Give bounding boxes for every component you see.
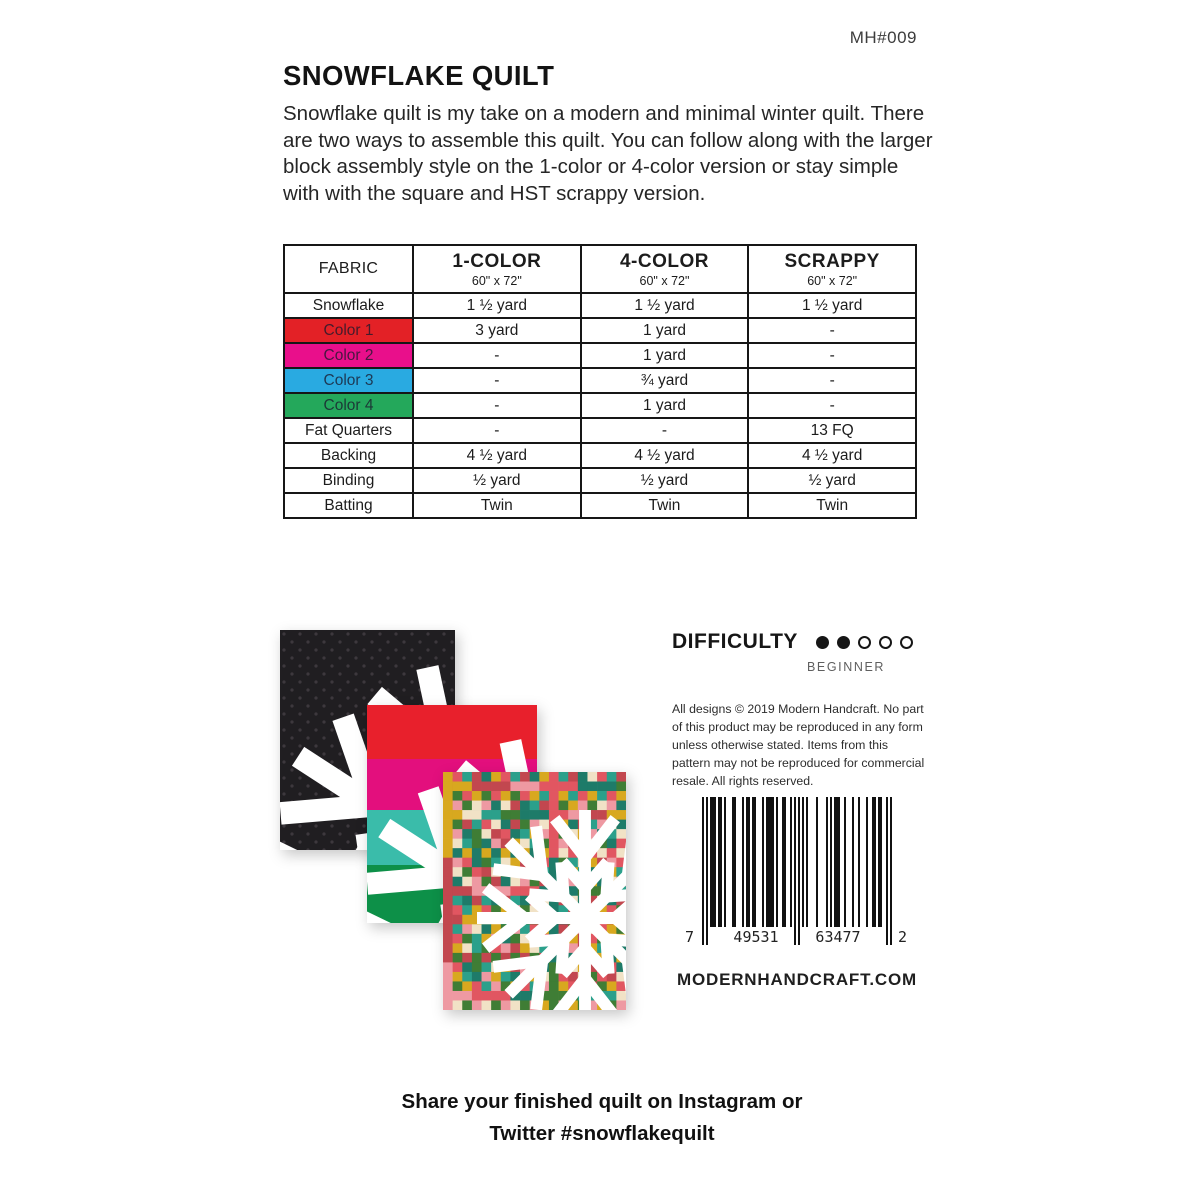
table-row xyxy=(284,393,916,418)
website-url: MODERNHANDCRAFT.COM xyxy=(677,970,917,989)
difficulty-level-name: BEGINNER xyxy=(806,660,886,674)
column-header-4-color: 4-COLOR 60" x 72" xyxy=(581,245,749,293)
share-line-1: Share your finished quilt on Instagram or xyxy=(401,1090,803,1113)
fabric-requirements-table xyxy=(283,244,917,519)
table-header-row xyxy=(284,245,916,293)
yardage-cell: ½ yard xyxy=(581,468,749,493)
fabric-table-body xyxy=(284,293,916,518)
table-row xyxy=(284,318,916,343)
yardage-cell: Twin xyxy=(413,493,581,518)
yardage-cell: - xyxy=(748,368,916,393)
yardage-cell: 4 ½ yard xyxy=(748,443,916,468)
yardage-cell: - xyxy=(413,368,581,393)
table-row xyxy=(284,493,916,518)
column-header-scrappy: SCRAPPY 60" x 72" xyxy=(748,245,916,293)
difficulty-dot-filled-icon xyxy=(837,636,850,649)
table-row xyxy=(284,368,916,393)
table-row xyxy=(284,293,916,318)
yardage-cell: 1 yard xyxy=(581,343,749,368)
yardage-cell: - xyxy=(748,318,916,343)
page-title: SNOWFLAKE QUILT xyxy=(283,60,555,91)
yardage-cell: 3 yard xyxy=(413,318,581,343)
difficulty-dot-empty-icon xyxy=(858,636,871,649)
fabric-name-cell: Binding xyxy=(284,468,413,493)
yardage-cell: 1 ½ yard xyxy=(748,293,916,318)
difficulty-dot-empty-icon xyxy=(900,636,913,649)
quilt-photo-scrappy xyxy=(443,772,626,1010)
yardage-cell: - xyxy=(413,343,581,368)
fabric-name-cell: Batting xyxy=(284,493,413,518)
yardage-cell: 1 yard xyxy=(581,318,749,343)
barcode xyxy=(685,797,907,947)
yardage-cell: ¾ yard xyxy=(581,368,749,393)
copyright-text: All designs © 2019 Modern Handcraft. No part of this product may be reproduced in any form unless otherwise stated. Items from this pattern may not be reproduced for commercial resale. All rights reserved. xyxy=(672,702,925,788)
difficulty-dots xyxy=(816,636,913,649)
barcode-bars xyxy=(702,797,892,945)
table-row xyxy=(284,443,916,468)
fabric-name-cell: Color 3 xyxy=(284,368,413,393)
difficulty-dot-filled-icon xyxy=(816,636,829,649)
barcode-digit-group: 49531 xyxy=(733,928,779,946)
yardage-cell: - xyxy=(413,393,581,418)
yardage-cell: 1 ½ yard xyxy=(581,293,749,318)
column-header-1-color: 1-COLOR 60" x 72" xyxy=(413,245,581,293)
fabric-name-cell: Fat Quarters xyxy=(284,418,413,443)
yardage-cell: Twin xyxy=(748,493,916,518)
share-line-2: Twitter #snowflakequilt xyxy=(489,1121,715,1145)
yardage-cell: 1 ½ yard xyxy=(413,293,581,318)
yardage-cell: 4 ½ yard xyxy=(581,443,749,468)
difficulty-dot-empty-icon xyxy=(879,636,892,649)
difficulty-section xyxy=(672,630,913,654)
yardage-cell: - xyxy=(748,393,916,418)
yardage-cell: 1 yard xyxy=(581,393,749,418)
yardage-cell: Twin xyxy=(581,493,749,518)
barcode-digit-group: 63477 xyxy=(815,928,861,946)
barcode-digit-group: 7 xyxy=(685,928,695,946)
yardage-cell: - xyxy=(413,418,581,443)
fabric-name-cell: Color 2 xyxy=(284,343,413,368)
table-row xyxy=(284,418,916,443)
fabric-name-cell: Color 4 xyxy=(284,393,413,418)
yardage-cell: - xyxy=(581,418,749,443)
yardage-cell: 4 ½ yard xyxy=(413,443,581,468)
yardage-cell: 13 FQ xyxy=(748,418,916,443)
difficulty-label: DIFFICULTY xyxy=(672,630,798,653)
table-row xyxy=(284,468,916,493)
fabric-name-cell: Snowflake xyxy=(284,293,413,318)
barcode-digit-group: 2 xyxy=(897,928,907,946)
social-share-text xyxy=(0,1086,1200,1150)
yardage-cell: ½ yard xyxy=(413,468,581,493)
table-row xyxy=(284,343,916,368)
yardage-cell: - xyxy=(748,343,916,368)
fabric-name-cell: Backing xyxy=(284,443,413,468)
pattern-number: MH#009 xyxy=(849,28,917,47)
column-header-fabric: FABRIC xyxy=(284,245,413,293)
pattern-description: Snowflake quilt is my take on a modern and minimal winter quilt. There are two ways to assemble this quilt. You can follow along with the larger block assembly style on the 1-color or 4-color version or stay simple with with the square and HST scrappy version. xyxy=(283,102,933,205)
yardage-cell: ½ yard xyxy=(748,468,916,493)
fabric-name-cell: Color 1 xyxy=(284,318,413,343)
